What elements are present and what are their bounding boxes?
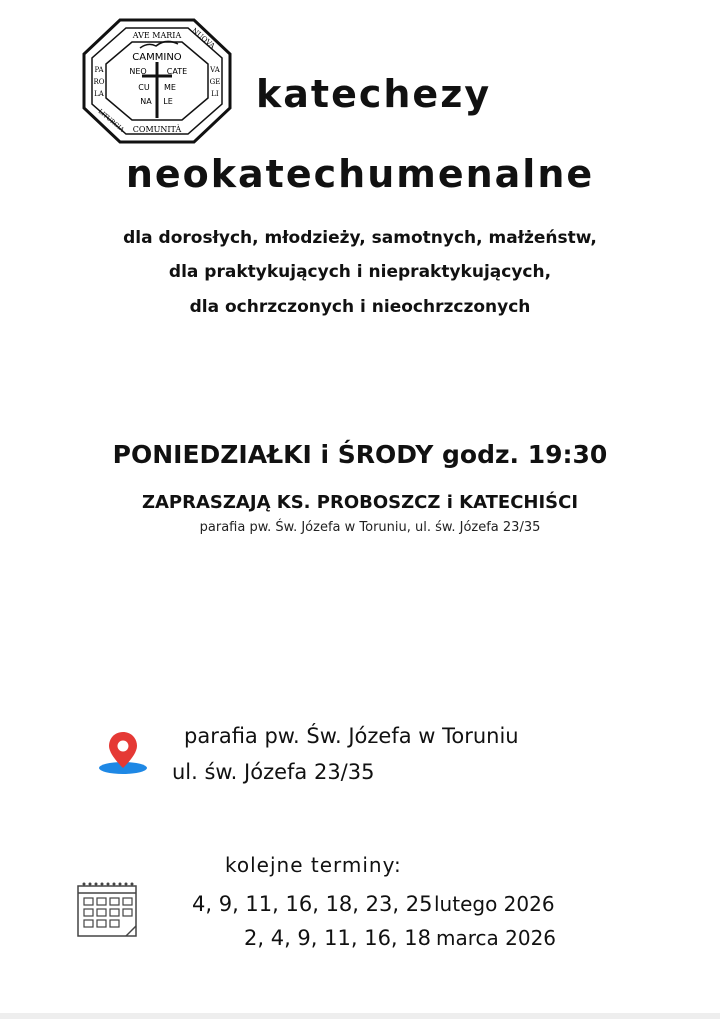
logo-ring-left-1: PA — [94, 66, 104, 74]
logo-ring-bottom: COMUNITÀ — [132, 125, 182, 134]
logo-ring-left-2: RO — [93, 78, 105, 86]
logo-center-5: ME — [164, 83, 176, 92]
logo-ring-left-3: LA — [94, 90, 104, 98]
bottom-edge — [0, 1013, 720, 1019]
logo-ring-top: AVE MARIA — [132, 31, 182, 40]
logo-center-2: NEO — [129, 67, 147, 76]
logo-ring-bottom-left: LITURGIA — [96, 108, 126, 134]
dates-row-1-month: lutego 2026 — [434, 892, 555, 916]
logo-ring-right-1: VA — [210, 66, 220, 74]
location-line-2: ul. św. Józefa 23/35 — [172, 760, 375, 784]
audience-line-2: dla praktykujących i niepraktykujących, — [168, 262, 552, 282]
logo-center-7: LE — [163, 97, 173, 106]
audience-line-3: dla ochrzczonych i nieochrzczonych — [189, 297, 531, 317]
title-line-1: katechezy — [256, 72, 492, 116]
map-pin-icon — [98, 728, 148, 776]
logo-ring-right-top: NUOVA — [190, 26, 217, 51]
parish-address-small: parafia pw. Św. Józefa w Toruniu, ul. św. Józefa 23/35 — [199, 520, 541, 535]
dates-row-2-month: marca 2026 — [436, 926, 557, 950]
neocatechumenal-way-logo — [82, 18, 232, 144]
title-line-2: neokatechumenalne — [125, 152, 595, 196]
logo-center-3: CATE — [166, 67, 188, 76]
logo-center-1: CAMMINO — [132, 52, 182, 63]
audience-line-1: dla dorosłych, młodzieży, samotnych, małżeństw, — [123, 228, 597, 248]
logo-center-6: NA — [140, 97, 152, 106]
calendar-icon — [76, 880, 138, 940]
dates-row-1-days: 4, 9, 11, 16, 18, 23, 25 — [192, 892, 433, 916]
logo-center-4: CU — [138, 83, 150, 92]
location-line-1: parafia pw. Św. Józefa w Toruniu — [184, 724, 519, 748]
dates-row-2-days: 2, 4, 9, 11, 16, 18 — [244, 926, 432, 950]
logo-ring-right-3: LI — [211, 90, 219, 98]
logo-ring-right-2: GE — [209, 78, 221, 86]
invitation: ZAPRASZAJĄ KS. PROBOSZCZ i KATECHIŚCI — [141, 492, 579, 513]
next-dates-label: kolejne terminy: — [225, 853, 402, 877]
meeting-days: PONIEDZIAŁKI i ŚRODY godz. 19:30 — [112, 440, 608, 469]
